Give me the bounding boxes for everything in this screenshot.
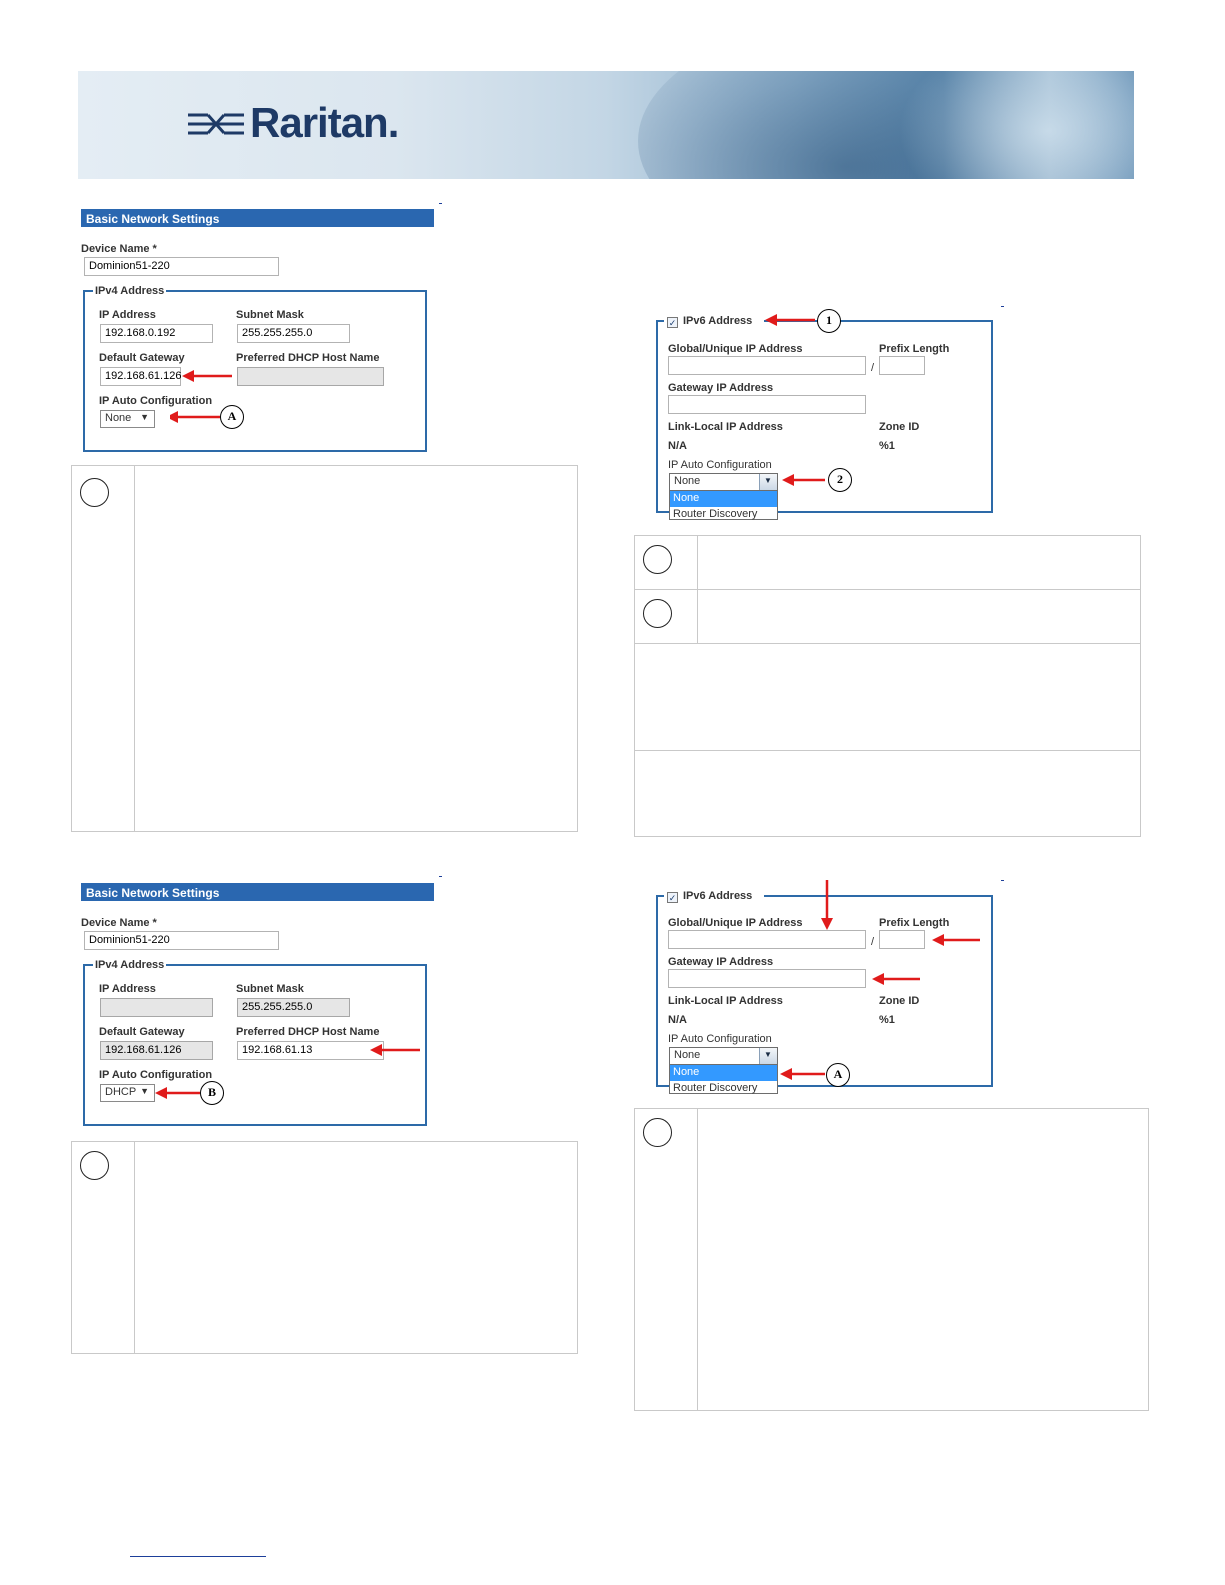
header-banner (78, 71, 1134, 179)
ipv4-legend: IPv4 Address (95, 959, 165, 971)
subnet-mask-label: Subnet Mask (236, 309, 304, 321)
panel-header: Basic Network Settings (81, 209, 434, 227)
dropdown-arrow-icon: ▼ (764, 1050, 772, 1059)
auto-config-value: None (674, 475, 701, 487)
auto-config-label: IP Auto Configuration (668, 1033, 772, 1045)
gateway-label: Default Gateway (99, 352, 185, 364)
link-local-value: N/A (668, 440, 687, 452)
ip-address-label: IP Address (99, 309, 156, 321)
global-ip-label: Global/Unique IP Address (668, 917, 803, 929)
link-local-value: N/A (668, 1014, 687, 1026)
dropdown-arrow-icon: ▼ (764, 476, 772, 485)
callout-table (634, 1108, 1149, 1411)
callout-table (71, 1141, 578, 1354)
dropdown-option-router-discovery[interactable]: Router Discovery (673, 508, 758, 520)
brand-logo-text: Raritan. (250, 99, 399, 146)
annotation-arrows (150, 1040, 430, 1105)
auto-config-select[interactable] (100, 410, 155, 428)
dhcp-host-input[interactable] (237, 367, 384, 386)
footer-link-underline[interactable] (130, 1556, 266, 1557)
annotation-arrows (755, 306, 865, 496)
callout-table (71, 465, 578, 832)
gateway-label: Default Gateway (99, 1026, 185, 1038)
step-number-circle (80, 478, 109, 507)
dropdown-arrow-icon: ▼ (140, 412, 149, 422)
ipv6-enable-checkbox[interactable]: ✓ (668, 318, 677, 328)
dhcp-host-input[interactable]: 192.168.61.13 (237, 1041, 384, 1060)
dropdown-option-none[interactable]: None (670, 1065, 777, 1081)
prefix-slash: / (871, 362, 875, 374)
auto-config-select[interactable] (100, 1084, 155, 1102)
callout-1: 1 (817, 309, 841, 333)
ipv6-legend: IPv6 Address (683, 315, 753, 327)
auto-config-value: None (674, 1049, 701, 1061)
subnet-mask-input[interactable]: 255.255.255.0 (237, 998, 350, 1017)
device-name-label: Device Name * (81, 243, 157, 255)
device-name-input[interactable]: Dominion51-220 (84, 257, 279, 276)
gateway-ip-label: Gateway IP Address (668, 382, 774, 394)
dhcp-host-label: Preferred DHCP Host Name (236, 1026, 380, 1038)
auto-config-label: IP Auto Configuration (668, 459, 772, 471)
ip-address-label: IP Address (99, 983, 156, 995)
ipv6-enable-checkbox[interactable]: ✓ (668, 893, 677, 903)
ip-address-input[interactable] (100, 998, 213, 1017)
link-marker (1001, 306, 1004, 307)
link-marker (439, 876, 442, 877)
subnet-mask-input[interactable]: 255.255.255.0 (237, 324, 350, 343)
auto-config-select[interactable] (669, 1047, 778, 1065)
gateway-input[interactable]: 192.168.61.126 (100, 367, 181, 386)
link-marker (1001, 880, 1004, 881)
device-name-label: Device Name * (81, 917, 157, 929)
step-number-circle (643, 1118, 672, 1147)
dropdown-option-none[interactable]: None (670, 491, 777, 507)
link-local-label: Link-Local IP Address (668, 995, 783, 1007)
dropdown-option-router-discovery[interactable]: Router Discovery (673, 1082, 758, 1094)
step-number-circle (80, 1151, 109, 1180)
auto-config-label: IP Auto Configuration (99, 1069, 213, 1081)
auto-config-value: None (105, 412, 132, 424)
step-number-circle (643, 545, 672, 574)
auto-config-label: IP Auto Configuration (99, 395, 213, 407)
panel-header: Basic Network Settings (81, 883, 434, 901)
prefix-length-label: Prefix Length (879, 917, 950, 929)
table-divider (697, 1108, 698, 1411)
table-divider (134, 465, 135, 832)
dhcp-host-label: Preferred DHCP Host Name (236, 352, 380, 364)
callout-b: B (200, 1081, 224, 1105)
dropdown-arrow-icon: ▼ (140, 1086, 149, 1096)
step-number-circle (643, 599, 672, 628)
table-divider (134, 1141, 135, 1354)
gateway-ip-label: Gateway IP Address (668, 956, 774, 968)
table-row-divider (634, 750, 1141, 751)
callout-a: A (826, 1063, 850, 1087)
raritan-logo-icon (186, 109, 246, 139)
prefix-length-input[interactable] (879, 356, 925, 375)
ipv4-legend: IPv4 Address (95, 285, 165, 297)
table-row-divider (634, 643, 1141, 644)
auto-config-value: DHCP (105, 1086, 137, 1098)
zone-id-label: Zone ID (879, 995, 920, 1007)
callout-a: A (220, 405, 244, 429)
zone-id-value: %1 (879, 1014, 895, 1026)
global-ip-label: Global/Unique IP Address (668, 343, 803, 355)
callout-2: 2 (828, 468, 852, 492)
prefix-slash: / (871, 936, 875, 948)
link-local-label: Link-Local IP Address (668, 421, 783, 433)
callout-table (634, 535, 1141, 837)
link-marker (439, 203, 442, 204)
gateway-input[interactable]: 192.168.61.126 (100, 1041, 213, 1060)
device-name-input[interactable]: Dominion51-220 (84, 931, 279, 950)
subnet-mask-label: Subnet Mask (236, 983, 304, 995)
ipv6-legend: IPv6 Address (683, 890, 753, 902)
annotation-arrows (770, 878, 985, 1083)
prefix-length-label: Prefix Length (879, 343, 950, 355)
zone-id-value: %1 (879, 440, 895, 452)
table-row-divider (634, 589, 1141, 590)
ip-address-input[interactable]: 192.168.0.192 (100, 324, 213, 343)
zone-id-label: Zone ID (879, 421, 920, 433)
auto-config-dropdown (669, 1064, 778, 1094)
